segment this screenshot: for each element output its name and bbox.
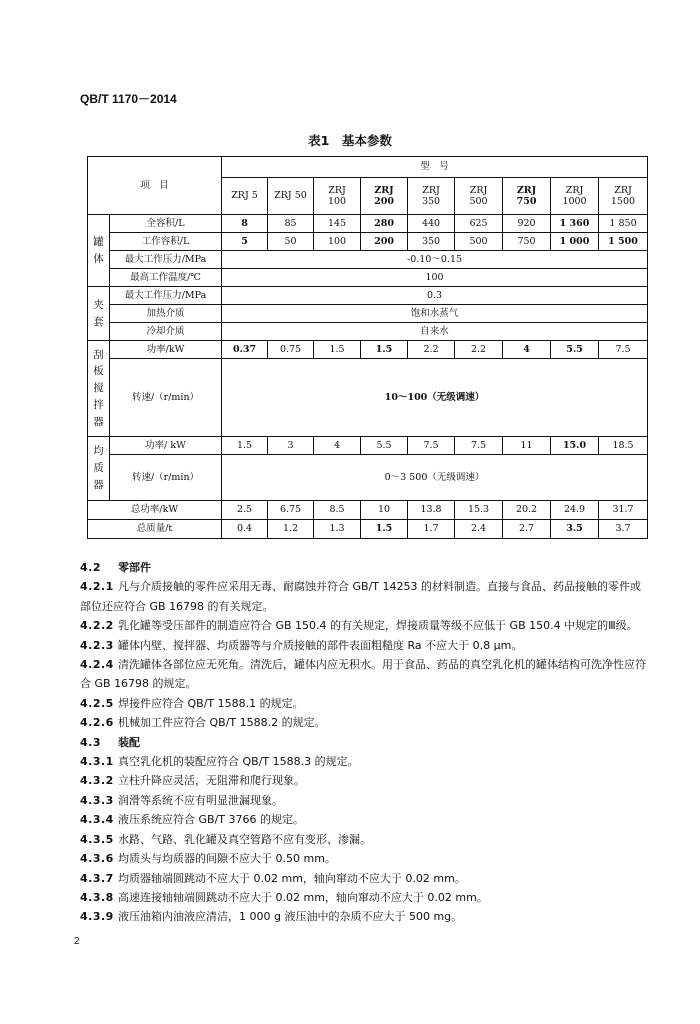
group-tank: 罐 体	[88, 215, 110, 287]
table-cell: 2.5	[222, 501, 268, 520]
table-cell: 8	[222, 215, 268, 233]
row-label: 加热介质	[110, 305, 222, 323]
table-cell: 0.75	[268, 341, 314, 359]
table-cell: 3	[268, 437, 314, 455]
group-jacket: 夹 套	[88, 287, 110, 341]
table-cell: 自来水	[222, 323, 648, 341]
clause-text: 焊接件应符合 QB/T 1588.1 的规定。	[118, 696, 304, 710]
clause	[80, 810, 650, 829]
item-header: 项 目	[88, 157, 222, 215]
table-cell: 1.7	[408, 520, 455, 539]
section-heading	[80, 733, 650, 752]
clause-number: 4.3	[80, 735, 101, 749]
clause-number: 4.3.8	[80, 890, 114, 904]
clause-text: 液压系统应符合 GB/T 3766 的规定。	[118, 813, 304, 827]
clause	[80, 907, 650, 926]
clause-text: 均质头与均质器的间隙不应大于 0.50 mm。	[118, 852, 336, 866]
table-cell: 1.3	[314, 520, 361, 539]
table-cell: 0.37	[222, 341, 268, 359]
table-cell: 1.5	[222, 437, 268, 455]
table-cell: 1.2	[268, 520, 314, 539]
clause-number: 4.3.1	[80, 755, 114, 769]
group-homogenizer: 均 质 器	[88, 437, 110, 501]
table-cell: 625	[455, 215, 503, 233]
clause	[80, 888, 650, 907]
table-row	[88, 520, 648, 539]
clause-number: 4.3.4	[80, 813, 114, 827]
table-cell: 750	[503, 233, 551, 251]
clause-text: 乳化罐等受压部件的制造应符合 GB 150.4 的有关规定，焊接质量等级不应低于 GB 150.4 中规定的Ⅲ级。	[118, 619, 638, 633]
table-cell: 31.7	[599, 501, 648, 520]
table-cell: 饱和水蒸气	[222, 305, 648, 323]
table-cell: 6.75	[268, 501, 314, 520]
table-cell: 7.5	[408, 437, 455, 455]
basic-parameters-table	[87, 156, 648, 539]
table-cell: 1 850	[599, 215, 648, 233]
clause	[80, 791, 650, 810]
table-cell: 5.5	[361, 437, 408, 455]
table-cell: 350	[408, 233, 455, 251]
table-cell: 1 500	[599, 233, 648, 251]
clause-number: 4.2.5	[80, 696, 114, 710]
model-cell: ZRJ 200	[361, 178, 408, 215]
clause-number: 4.2.3	[80, 638, 114, 652]
clause-text: 机械加工件应符合 QB/T 1588.2 的规定。	[118, 716, 326, 730]
table-row	[88, 437, 648, 455]
table-row	[88, 287, 648, 305]
row-label: 最高工作温度/℃	[110, 269, 222, 287]
model-cell: ZRJ 750	[503, 178, 551, 215]
row-label: 全容积/L	[110, 215, 222, 233]
table-cell: 20.2	[503, 501, 551, 520]
table-cell: 1 360	[551, 215, 599, 233]
table-row	[88, 501, 648, 520]
clause	[80, 694, 650, 713]
page-number: 2	[74, 936, 80, 947]
table-row	[88, 323, 648, 341]
clause-text: 润滑等系统不应有明显泄漏现象。	[118, 793, 283, 807]
row-label: 功率/kW	[110, 341, 222, 359]
clause-number: 4.3.2	[80, 774, 114, 788]
clause	[80, 636, 650, 655]
clause	[80, 577, 650, 616]
table-cell: 15.3	[455, 501, 503, 520]
clause-text: 高速连接轴轴端圆跳动不应大于 0.02 mm，轴向窜动不应大于 0.02 mm。	[118, 890, 488, 904]
table-cell: 2.2	[408, 341, 455, 359]
model-cell: ZRJ 1500	[599, 178, 648, 215]
row-label: 最大工作压力/MPa	[110, 287, 222, 305]
table-cell: 200	[361, 233, 408, 251]
model-cell: ZRJ 350	[408, 178, 455, 215]
table-cell: 4	[503, 341, 551, 359]
table-cell: 15.0	[551, 437, 599, 455]
table-cell: 5	[222, 233, 268, 251]
table-cell: 145	[314, 215, 361, 233]
table-cell: 18.5	[599, 437, 648, 455]
clause-text: 真空乳化机的装配应符合 QB/T 1588.3 的规定。	[118, 755, 359, 769]
table-cell: 2.4	[455, 520, 503, 539]
table-cell: 1 000	[551, 233, 599, 251]
standard-code: QB/T 1170－2014	[80, 92, 177, 106]
clause-number: 4.2.4	[80, 658, 114, 672]
table-cell: 1.5	[361, 341, 408, 359]
model-cell: ZRJ 500	[455, 178, 503, 215]
clause	[80, 616, 650, 635]
table-row	[88, 233, 648, 251]
clause-number: 4.3.9	[80, 910, 114, 924]
clause	[80, 771, 650, 790]
clause-number: 4.3.7	[80, 871, 114, 885]
clauses	[80, 558, 650, 927]
table-row	[88, 341, 648, 359]
clause-number: 4.2.1	[80, 580, 114, 594]
table-cell: 0.4	[222, 520, 268, 539]
clause	[80, 830, 650, 849]
clause	[80, 869, 650, 888]
row-label: 转速/（r/min）	[110, 455, 222, 501]
clause-text: 立柱升降应灵活，无阻滞和爬行现象。	[118, 774, 305, 788]
clause	[80, 713, 650, 732]
table-row	[88, 359, 648, 437]
table-cell: 920	[503, 215, 551, 233]
clause-text: 清洗罐体各部位应无死角。清洗后，罐体内应无积水。用于食品、药品的真空乳化机的罐体结构可洗净性应符合 GB 16798 的规定。	[80, 658, 646, 691]
clause-text: 装配	[118, 735, 140, 749]
table-cell: 2.7	[503, 520, 551, 539]
table-cell: 1.5	[361, 520, 408, 539]
table-cell: 8.5	[314, 501, 361, 520]
clause-number: 4.3.5	[80, 832, 114, 846]
row-label: 转速/（r/min）	[110, 359, 222, 437]
table-cell: 4	[314, 437, 361, 455]
clause-text: 均质器轴端圆跳动不应大于 0.02 mm，轴向窜动不应大于 0.02 mm。	[118, 871, 466, 885]
clause-number: 4.2	[80, 561, 101, 574]
clause-text: 凡与介质接触的零件应采用无毒、耐腐蚀并符合 GB/T 14253 的材料制造。直接与食品、药品接触的零件或部位还应符合 GB 16798 的有关规定。	[80, 580, 641, 613]
table-cell: 100	[222, 269, 648, 287]
table-cell: 5.5	[551, 341, 599, 359]
clause-number: 4.3.6	[80, 852, 114, 866]
clause-number: 4.2.2	[80, 619, 114, 633]
clause-text: 水路、气路、乳化罐及真空管路不应有变形、渗漏。	[118, 832, 371, 846]
clause-number: 4.3.3	[80, 793, 114, 807]
table-cell: 7.5	[599, 341, 648, 359]
row-label: 最大工作压力/MPa	[110, 251, 222, 269]
model-cell: ZRJ 50	[268, 178, 314, 215]
clause-number: 4.2.6	[80, 716, 114, 730]
row-label: 总功率/kW	[88, 501, 222, 520]
clause-text: 液压油箱内油液应清洁，1 000 g 液压油中的杂质不应大于 500 mg。	[118, 910, 463, 924]
table-cell: -0.10～0.15	[222, 251, 648, 269]
table-cell: 11	[503, 437, 551, 455]
row-label: 总质量/t	[88, 520, 222, 539]
row-label: 功率/ kW	[110, 437, 222, 455]
model-cell: ZRJ 100	[314, 178, 361, 215]
row-label: 冷却介质	[110, 323, 222, 341]
table-cell: 500	[455, 233, 503, 251]
table-caption: 表1 基本参数	[308, 133, 392, 148]
model-cell: ZRJ 1000	[551, 178, 599, 215]
table-cell: 10	[361, 501, 408, 520]
table-cell: 3.5	[551, 520, 599, 539]
table-cell: 0.3	[222, 287, 648, 305]
table-cell: 24.9	[551, 501, 599, 520]
row-label: 工作容积/L	[110, 233, 222, 251]
clause	[80, 849, 650, 868]
table-cell: 1.5	[314, 341, 361, 359]
table-cell: 280	[361, 215, 408, 233]
table-row	[88, 215, 648, 233]
table-cell: 3.7	[599, 520, 648, 539]
table-cell: 0～3 500（无级调速）	[222, 455, 648, 501]
table-cell: 2.2	[455, 341, 503, 359]
table-row	[88, 269, 648, 287]
table-cell: 10～100（无级调速）	[222, 359, 648, 437]
table-row	[88, 455, 648, 501]
section-heading	[80, 558, 650, 577]
group-scraper: 刮 板 搅 拌 器	[88, 341, 110, 437]
table-cell: 50	[268, 233, 314, 251]
table-cell: 85	[268, 215, 314, 233]
clause	[80, 655, 650, 694]
table-cell: 7.5	[455, 437, 503, 455]
table-cell: 100	[314, 233, 361, 251]
model-cell: ZRJ 5	[222, 178, 268, 215]
clause-text: 零部件	[118, 561, 151, 574]
table-row	[88, 305, 648, 323]
table-cell: 440	[408, 215, 455, 233]
clause	[80, 752, 650, 771]
clause-text: 罐体内壁、搅拌器、均质器等与介质接触的部件表面粗糙度 Ra 不应大于 0.8 μm。	[118, 638, 523, 652]
table-cell: 13.8	[408, 501, 455, 520]
type-header: 型 号	[222, 157, 648, 178]
table-row	[88, 251, 648, 269]
